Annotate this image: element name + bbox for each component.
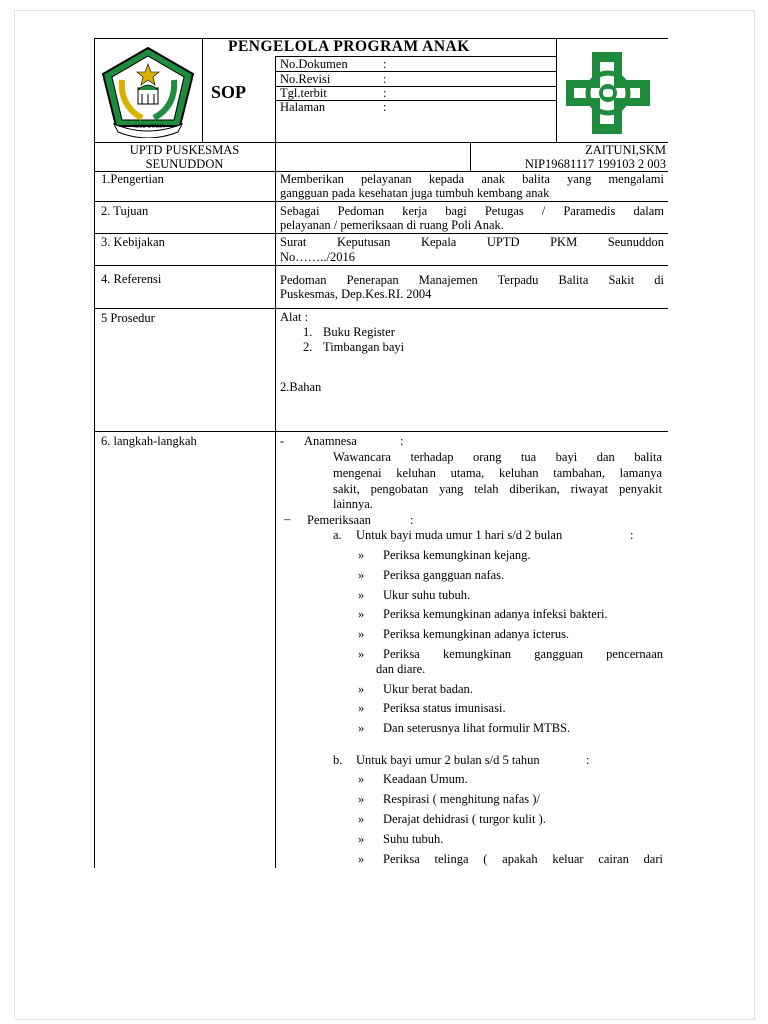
- label-prosedur: 5 Prosedur: [101, 311, 155, 325]
- document-title: PENGELOLA PROGRAM ANAK: [228, 38, 470, 55]
- list-item: Derajat dehidrasi ( turgor kulit ).: [383, 812, 546, 826]
- sub-b-marker: b.: [333, 753, 343, 767]
- bullet-icon: »: [358, 548, 365, 562]
- label-kebijakan: 3. Kebijakan: [101, 235, 165, 249]
- bullet-icon: »: [358, 792, 365, 806]
- bullet-icon: »: [358, 852, 365, 866]
- list-item: Keadaan Umum.: [383, 772, 468, 786]
- pengertian-line1: Memberikan pelayanan kepada anak balita yang mengalami: [280, 172, 664, 186]
- alat-number: 2.: [303, 340, 313, 354]
- kebijakan-line1: Surat Keputusan Kepala UPTD PKM Seunuddon: [280, 235, 664, 249]
- alat-item: Timbangan bayi: [323, 340, 405, 354]
- referensi-line2: Puskesmas, Dep.Kes.RI. 2004: [280, 287, 432, 301]
- referensi-line1: Pedoman Penerapan Manajemen Terpadu Balita Sakit di: [280, 273, 664, 287]
- signer-nip: NIP19681117 199103 2 003: [524, 157, 666, 171]
- tujuan-line2: pelayanan / pemeriksaan di ruang Poli Anak.: [280, 218, 504, 232]
- bullet-icon: »: [358, 647, 365, 661]
- label-tujuan: 2. Tujuan: [101, 204, 149, 218]
- list-item: Periksa kemungkinan kejang.: [383, 548, 531, 562]
- list-item: Periksa kemungkinan adanya infeksi bakteri.: [383, 607, 608, 621]
- unit-name-line2: SEUNUDDON: [145, 157, 224, 171]
- logo-banner-text: ILMU UTAMA: [134, 124, 165, 130]
- label-pengertian: 1.Pengertian: [101, 172, 164, 186]
- list-item: Periksa status imunisasi.: [383, 701, 506, 715]
- sop-label: SOP: [211, 82, 247, 102]
- field-tgl-terbit: Tgl.terbit: [280, 86, 327, 100]
- signer-name: ZAITUNI,SKM: [585, 143, 666, 157]
- alat-number: 1.: [303, 325, 313, 339]
- bullet-icon: »: [358, 701, 365, 715]
- pemeriksaan-label: Pemeriksaan: [307, 513, 371, 527]
- bullet-icon: »: [358, 588, 365, 602]
- bullet-icon: »: [358, 812, 365, 826]
- list-item: Periksa gangguan nafas.: [383, 568, 505, 582]
- list-item: Periksa kemungkinan adanya icterus.: [383, 627, 570, 641]
- bullet-icon: »: [358, 607, 365, 621]
- list-item-continuation: dan diare.: [376, 662, 426, 676]
- list-item: Suhu tubuh.: [383, 832, 444, 846]
- colon: :: [400, 434, 404, 448]
- list-item: Ukur berat badan.: [383, 682, 473, 696]
- field-sep: :: [383, 72, 387, 86]
- tujuan-line1: Sebagai Pedoman kerja bagi Petugas / Paramedis dalam: [280, 204, 664, 218]
- label-referensi: 4. Referensi: [101, 272, 162, 286]
- colon: :: [410, 513, 414, 527]
- bullet-icon: »: [358, 832, 365, 846]
- bahan-label: 2.Bahan: [280, 380, 322, 394]
- field-sep: :: [383, 86, 387, 100]
- alat-item: Buku Register: [323, 325, 395, 339]
- bullet-icon: »: [358, 627, 365, 641]
- dash-bullet: –: [284, 512, 291, 526]
- list-item: Periksa kemungkinan gangguan pencernaan: [383, 647, 663, 661]
- bullet-icon: »: [358, 721, 365, 735]
- unit-name-line1: UPTD PUSKESMAS: [129, 143, 240, 157]
- pengertian-line2: gangguan pada kesehatan juga tumbuh kembang anak: [280, 186, 550, 200]
- label-langkah: 6. langkah-langkah: [101, 434, 197, 448]
- kebijakan-line2: No……../2016: [280, 250, 355, 264]
- field-sep: :: [383, 100, 387, 114]
- field-sep: :: [383, 57, 387, 71]
- bullet-icon: »: [358, 772, 365, 786]
- puskesmas-logo: [98, 44, 198, 138]
- field-no-revisi: No.Revisi: [280, 72, 331, 86]
- anamnesa-line: sakit, pengobatan yang telah diberikan, riwayat penyakit: [333, 482, 662, 496]
- list-item: Periksa telinga ( apakah keluar cairan dari: [383, 852, 663, 866]
- alat-label: Alat :: [280, 310, 309, 324]
- colon: :: [586, 753, 590, 767]
- bullet-icon: »: [358, 568, 365, 582]
- anamnesa-line: Wawancara terhadap orang tua bayi dan balita: [333, 450, 662, 464]
- sub-a-label: Untuk bayi muda umur 1 hari s/d 2 bulan: [356, 528, 563, 542]
- anamnesa-line: mengenai keluhan utama, keluhan tambahan, lamanya: [333, 466, 662, 480]
- anamnesa-label: Anamnesa: [304, 434, 357, 448]
- anamnesa-line: lainnya.: [333, 497, 373, 511]
- list-item: Dan seterusnya lihat formulir MTBS.: [383, 721, 571, 735]
- dash-bullet: -: [280, 434, 285, 448]
- bullet-icon: »: [358, 682, 365, 696]
- colon: :: [630, 528, 634, 542]
- list-item: Respirasi ( menghitung nafas )/: [383, 792, 540, 806]
- sub-b-label: Untuk bayi umur 2 bulan s/d 5 tahun: [356, 753, 540, 767]
- list-item: Ukur suhu tubuh.: [383, 588, 471, 602]
- field-halaman: Halaman: [280, 100, 326, 114]
- field-no-dokumen: No.Dokumen: [280, 57, 348, 71]
- health-cross-logo: [562, 50, 654, 136]
- sub-a-marker: a.: [333, 528, 342, 542]
